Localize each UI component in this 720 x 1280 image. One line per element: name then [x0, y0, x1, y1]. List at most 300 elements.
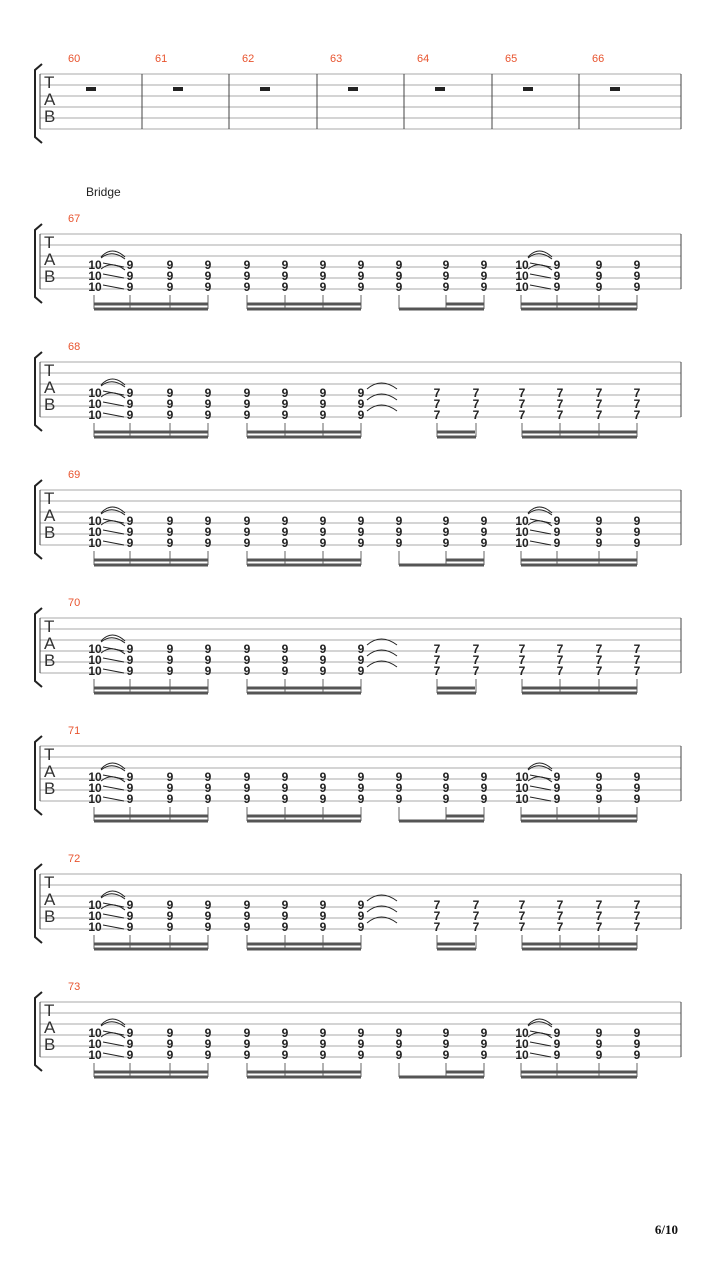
fret-number: 9 [281, 898, 289, 912]
fret-number: 9 [281, 386, 289, 400]
fret-number: 9 [633, 525, 641, 539]
fret-number-slide-start: 10 [88, 1037, 102, 1051]
fret-number: 9 [319, 514, 327, 528]
fret-number: 9 [633, 258, 641, 272]
bridge-system-70 [35, 597, 681, 693]
fret-number: 9 [553, 536, 561, 550]
fret-number: 7 [518, 909, 526, 923]
fret-number: 9 [281, 770, 289, 784]
fret-number: 9 [243, 664, 251, 678]
fret-number: 7 [633, 653, 641, 667]
fret-number: 9 [204, 792, 212, 806]
fret-number: 9 [319, 280, 327, 294]
fret-number: 9 [243, 642, 251, 656]
fret-number: 9 [442, 280, 450, 294]
fret-number: 9 [633, 514, 641, 528]
fret-number: 9 [166, 642, 174, 656]
tab-letter-a: A [44, 250, 56, 269]
fret-number: 7 [633, 408, 641, 422]
fret-number: 9 [166, 536, 174, 550]
measure-number: 61 [155, 53, 168, 65]
fret-number: 9 [319, 909, 327, 923]
fret-number: 9 [166, 1048, 174, 1062]
fret-number: 9 [357, 514, 365, 528]
fret-number: 7 [433, 386, 441, 400]
system-bracket [35, 864, 42, 943]
fret-number: 9 [595, 1026, 603, 1040]
tab-letter-a: A [44, 634, 56, 653]
fret-number: 9 [442, 1048, 450, 1062]
fret-number: 7 [633, 386, 641, 400]
fret-number: 7 [472, 408, 480, 422]
fret-number: 9 [204, 1037, 212, 1051]
whole-rest [86, 87, 96, 91]
fret-number: 9 [126, 514, 134, 528]
measure-number: 60 [68, 53, 81, 65]
fret-number: 9 [243, 909, 251, 923]
fret-number: 9 [480, 781, 488, 795]
tab-letter-a: A [44, 90, 56, 109]
fret-number: 9 [243, 653, 251, 667]
fret-number: 9 [243, 920, 251, 934]
fret-number: 9 [319, 642, 327, 656]
fret-number: 7 [472, 397, 480, 411]
fret-number: 9 [595, 269, 603, 283]
fret-number: 9 [243, 536, 251, 550]
fret-number: 9 [395, 536, 403, 550]
fret-number: 9 [243, 1048, 251, 1062]
fret-number: 9 [281, 920, 289, 934]
tab-letter-b: B [44, 267, 56, 286]
fret-number: 9 [319, 653, 327, 667]
fret-number: 9 [442, 770, 450, 784]
system-bracket [35, 992, 42, 1071]
tab-letter-a: A [44, 1018, 56, 1037]
fret-number: 7 [433, 909, 441, 923]
fret-number: 7 [595, 408, 603, 422]
fret-number: 9 [595, 1048, 603, 1062]
fret-number-slide-start: 10 [515, 792, 529, 806]
slide-line [530, 1053, 551, 1057]
fret-number: 9 [204, 397, 212, 411]
fret-number: 9 [319, 386, 327, 400]
fret-number: 7 [556, 408, 564, 422]
fret-number: 9 [243, 1037, 251, 1051]
fret-number: 7 [633, 642, 641, 656]
fret-number: 9 [633, 1026, 641, 1040]
fret-number-slide-start: 10 [515, 525, 529, 539]
fret-number: 9 [204, 386, 212, 400]
fret-number-slide-start: 10 [88, 269, 102, 283]
bridge-system-71 [35, 725, 681, 821]
fret-number: 9 [204, 1026, 212, 1040]
slide-line [103, 1042, 124, 1046]
slide-line [103, 914, 124, 918]
fret-number-slide-start: 10 [88, 514, 102, 528]
fret-number: 9 [204, 536, 212, 550]
fret-number: 9 [126, 770, 134, 784]
fret-number: 9 [126, 269, 134, 283]
fret-number: 9 [442, 525, 450, 539]
fret-number: 7 [472, 909, 480, 923]
fret-number: 9 [319, 1026, 327, 1040]
fret-number: 9 [166, 280, 174, 294]
fret-number: 7 [472, 653, 480, 667]
fret-number: 9 [553, 792, 561, 806]
fret-number: 9 [357, 792, 365, 806]
slide-line [530, 797, 551, 801]
fret-number: 9 [204, 258, 212, 272]
fret-number: 9 [243, 514, 251, 528]
fret-number: 7 [472, 642, 480, 656]
fret-number: 9 [166, 792, 174, 806]
fret-number: 9 [281, 280, 289, 294]
fret-number: 9 [595, 1037, 603, 1051]
slide-line [103, 285, 124, 289]
fret-number: 9 [166, 1026, 174, 1040]
fret-number: 9 [166, 1037, 174, 1051]
fret-number: 9 [357, 408, 365, 422]
measure-number: 62 [242, 53, 255, 65]
fret-number-slide-start: 10 [88, 1048, 102, 1062]
fret-number: 9 [357, 525, 365, 539]
fret-number: 7 [556, 397, 564, 411]
fret-number: 7 [595, 909, 603, 923]
slide-line [103, 786, 124, 790]
fret-number: 7 [595, 664, 603, 678]
fret-number: 7 [633, 920, 641, 934]
fret-number: 9 [126, 664, 134, 678]
fret-number: 9 [633, 269, 641, 283]
fret-number: 9 [126, 1026, 134, 1040]
fret-number-slide-start: 10 [515, 536, 529, 550]
slide-line [103, 669, 124, 673]
fret-number: 9 [281, 781, 289, 795]
fret-number: 9 [319, 536, 327, 550]
slide-line [530, 786, 551, 790]
page-number-text: 6/10 [654, 1222, 678, 1237]
fret-number: 7 [595, 653, 603, 667]
fret-number-slide-start: 10 [88, 1026, 102, 1040]
fret-number: 9 [442, 1026, 450, 1040]
fret-number: 9 [357, 898, 365, 912]
fret-number: 9 [553, 1037, 561, 1051]
fret-number: 9 [480, 1048, 488, 1062]
measure-number: 68 [68, 341, 81, 353]
fret-number: 9 [595, 280, 603, 294]
fret-number: 9 [243, 898, 251, 912]
fret-number: 9 [319, 770, 327, 784]
slide-line [103, 541, 124, 545]
fret-number-slide-start: 10 [88, 280, 102, 294]
fret-number: 9 [595, 792, 603, 806]
fret-number: 9 [357, 642, 365, 656]
fret-number: 9 [480, 280, 488, 294]
fret-number: 9 [243, 397, 251, 411]
fret-number: 9 [281, 909, 289, 923]
tab-letter-t: T [44, 73, 55, 92]
fret-number: 7 [518, 397, 526, 411]
fret-number: 9 [281, 664, 289, 678]
fret-number: 9 [357, 536, 365, 550]
fret-number: 7 [433, 642, 441, 656]
fret-number: 9 [166, 258, 174, 272]
fret-number: 9 [553, 514, 561, 528]
fret-number: 9 [357, 781, 365, 795]
fret-number: 9 [553, 258, 561, 272]
whole-rest [523, 87, 533, 91]
fret-number-slide-start: 10 [88, 898, 102, 912]
fret-number: 9 [281, 397, 289, 411]
fret-number: 9 [243, 280, 251, 294]
fret-number: 9 [204, 664, 212, 678]
section-label: Bridge [86, 185, 121, 199]
fret-number: 9 [480, 770, 488, 784]
fret-number: 9 [204, 909, 212, 923]
fret-number: 7 [556, 653, 564, 667]
fret-number: 9 [633, 536, 641, 550]
fret-number: 9 [595, 781, 603, 795]
tab-letter-b: B [44, 1035, 56, 1054]
fret-number: 9 [204, 642, 212, 656]
fret-number: 9 [357, 653, 365, 667]
fret-number: 9 [281, 258, 289, 272]
tab-letter-a: A [44, 890, 56, 909]
fret-number: 9 [319, 408, 327, 422]
fret-number: 7 [556, 898, 564, 912]
fret-number: 9 [126, 386, 134, 400]
fret-number-slide-start: 10 [88, 258, 102, 272]
slide-line [103, 658, 124, 662]
fret-number: 7 [556, 909, 564, 923]
fret-number: 9 [166, 269, 174, 283]
tab-letter-b: B [44, 395, 56, 414]
fret-number: 9 [319, 664, 327, 678]
fret-number: 9 [319, 525, 327, 539]
fret-number-slide-start: 10 [88, 909, 102, 923]
fret-number: 7 [595, 397, 603, 411]
fret-number-slide-start: 10 [515, 280, 529, 294]
slide-line [103, 402, 124, 406]
fret-number: 9 [319, 792, 327, 806]
fret-number: 9 [357, 770, 365, 784]
fret-number: 9 [357, 1026, 365, 1040]
tab-letter-t: T [44, 489, 55, 508]
fret-number: 9 [281, 408, 289, 422]
tab-letter-b: B [44, 651, 56, 670]
bridge-system-67 [35, 213, 681, 309]
fret-number: 9 [166, 920, 174, 934]
fret-number: 9 [395, 258, 403, 272]
tab-letter-t: T [44, 1001, 55, 1020]
fret-number: 9 [480, 1037, 488, 1051]
fret-number: 9 [480, 792, 488, 806]
fret-number: 9 [204, 898, 212, 912]
fret-number-slide-start: 10 [88, 386, 102, 400]
fret-number: 9 [319, 269, 327, 283]
fret-number: 9 [595, 514, 603, 528]
fret-number-slide-start: 10 [88, 770, 102, 784]
tab-letter-a: A [44, 762, 56, 781]
fret-number: 9 [126, 920, 134, 934]
fret-number: 7 [633, 898, 641, 912]
fret-number: 7 [472, 386, 480, 400]
fret-number: 9 [395, 1037, 403, 1051]
fret-number: 9 [204, 1048, 212, 1062]
slide-line [530, 285, 551, 289]
fret-number: 9 [595, 525, 603, 539]
fret-number: 9 [357, 909, 365, 923]
fret-number: 9 [281, 525, 289, 539]
fret-number: 7 [518, 920, 526, 934]
fret-number: 9 [166, 408, 174, 422]
fret-number: 9 [243, 525, 251, 539]
fret-number: 7 [433, 664, 441, 678]
slide-line [103, 413, 124, 417]
measure-number: 70 [68, 597, 81, 609]
fret-number: 9 [166, 397, 174, 411]
fret-number: 9 [281, 1037, 289, 1051]
whole-rest [348, 87, 358, 91]
fret-number: 9 [633, 1037, 641, 1051]
fret-number: 9 [281, 642, 289, 656]
fret-number: 7 [433, 920, 441, 934]
fret-number: 9 [126, 653, 134, 667]
fret-number-slide-start: 10 [88, 792, 102, 806]
fret-number: 7 [633, 397, 641, 411]
system-bracket [35, 224, 42, 303]
fret-number: 9 [126, 1037, 134, 1051]
fret-number: 9 [126, 280, 134, 294]
system-bracket [35, 608, 42, 687]
fret-number: 9 [166, 386, 174, 400]
tab-letter-a: A [44, 506, 56, 525]
fret-number: 9 [204, 408, 212, 422]
system-bracket [35, 480, 42, 559]
fret-number: 9 [204, 280, 212, 294]
fret-number-slide-start: 10 [515, 258, 529, 272]
fret-number: 9 [395, 770, 403, 784]
fret-number: 7 [433, 408, 441, 422]
fret-number: 9 [395, 525, 403, 539]
fret-number: 9 [126, 898, 134, 912]
fret-number: 9 [243, 269, 251, 283]
tab-letter-a: A [44, 378, 56, 397]
tab-letter-b: B [44, 779, 56, 798]
fret-number-slide-start: 10 [88, 642, 102, 656]
measure-number: 69 [68, 469, 81, 481]
fret-number-slide-start: 10 [515, 1037, 529, 1051]
fret-number: 7 [518, 664, 526, 678]
fret-number: 9 [553, 1048, 561, 1062]
whole-rest [610, 87, 620, 91]
fret-number: 9 [126, 1048, 134, 1062]
fret-number: 9 [126, 397, 134, 411]
fret-number: 9 [633, 781, 641, 795]
slide-line [103, 797, 124, 801]
fret-number: 7 [433, 898, 441, 912]
measure-number: 66 [592, 53, 605, 65]
fret-number: 7 [433, 653, 441, 667]
fret-number: 9 [126, 408, 134, 422]
fret-number-slide-start: 10 [88, 781, 102, 795]
fret-number: 9 [395, 1026, 403, 1040]
tab-letter-t: T [44, 873, 55, 892]
fret-number: 9 [595, 770, 603, 784]
fret-number: 9 [395, 514, 403, 528]
fret-number: 9 [243, 770, 251, 784]
fret-number: 9 [126, 536, 134, 550]
fret-number: 9 [442, 781, 450, 795]
fret-number: 7 [518, 898, 526, 912]
tab-letter-b: B [44, 907, 56, 926]
fret-number: 9 [166, 653, 174, 667]
fret-number-slide-start: 10 [515, 1048, 529, 1062]
fret-number: 7 [595, 920, 603, 934]
fret-number: 9 [442, 258, 450, 272]
bridge-system-68 [35, 341, 681, 437]
fret-number: 9 [319, 920, 327, 934]
fret-number: 9 [633, 792, 641, 806]
bridge-system-69 [35, 469, 681, 565]
fret-number: 9 [633, 770, 641, 784]
slide-line [103, 530, 124, 534]
fret-number: 9 [595, 258, 603, 272]
fret-number: 9 [442, 1037, 450, 1051]
fret-number: 9 [553, 269, 561, 283]
fret-number: 9 [357, 664, 365, 678]
fret-number: 9 [395, 781, 403, 795]
fret-number: 9 [204, 525, 212, 539]
measure-number: 71 [68, 725, 81, 737]
whole-rest [173, 87, 183, 91]
slide-line [530, 541, 551, 545]
fret-number: 7 [556, 664, 564, 678]
fret-number: 9 [166, 770, 174, 784]
fret-number: 9 [204, 269, 212, 283]
fret-number: 9 [480, 536, 488, 550]
fret-number: 9 [281, 269, 289, 283]
fret-number: 9 [395, 280, 403, 294]
fret-number: 9 [395, 269, 403, 283]
measure-number: 72 [68, 853, 81, 865]
fret-number: 9 [395, 1048, 403, 1062]
fret-number: 9 [166, 514, 174, 528]
measure-number: 73 [68, 981, 81, 993]
fret-number: 9 [319, 1048, 327, 1062]
fret-number: 9 [442, 536, 450, 550]
fret-number: 9 [553, 525, 561, 539]
fret-number: 9 [126, 909, 134, 923]
fret-number: 9 [480, 514, 488, 528]
fret-number: 9 [319, 898, 327, 912]
fret-number: 7 [518, 653, 526, 667]
measure-number: 65 [505, 53, 518, 65]
fret-number: 9 [126, 781, 134, 795]
tab-letter-b: B [44, 107, 56, 126]
fret-number: 9 [357, 920, 365, 934]
fret-number-slide-start: 10 [88, 408, 102, 422]
fret-number: 9 [166, 909, 174, 923]
measure-number: 63 [330, 53, 343, 65]
fret-number: 9 [357, 1048, 365, 1062]
system-bracket [35, 64, 42, 143]
fret-number: 9 [166, 781, 174, 795]
slide-line [103, 274, 124, 278]
fret-number: 9 [480, 258, 488, 272]
fret-number-slide-start: 10 [88, 653, 102, 667]
fret-number: 7 [518, 642, 526, 656]
